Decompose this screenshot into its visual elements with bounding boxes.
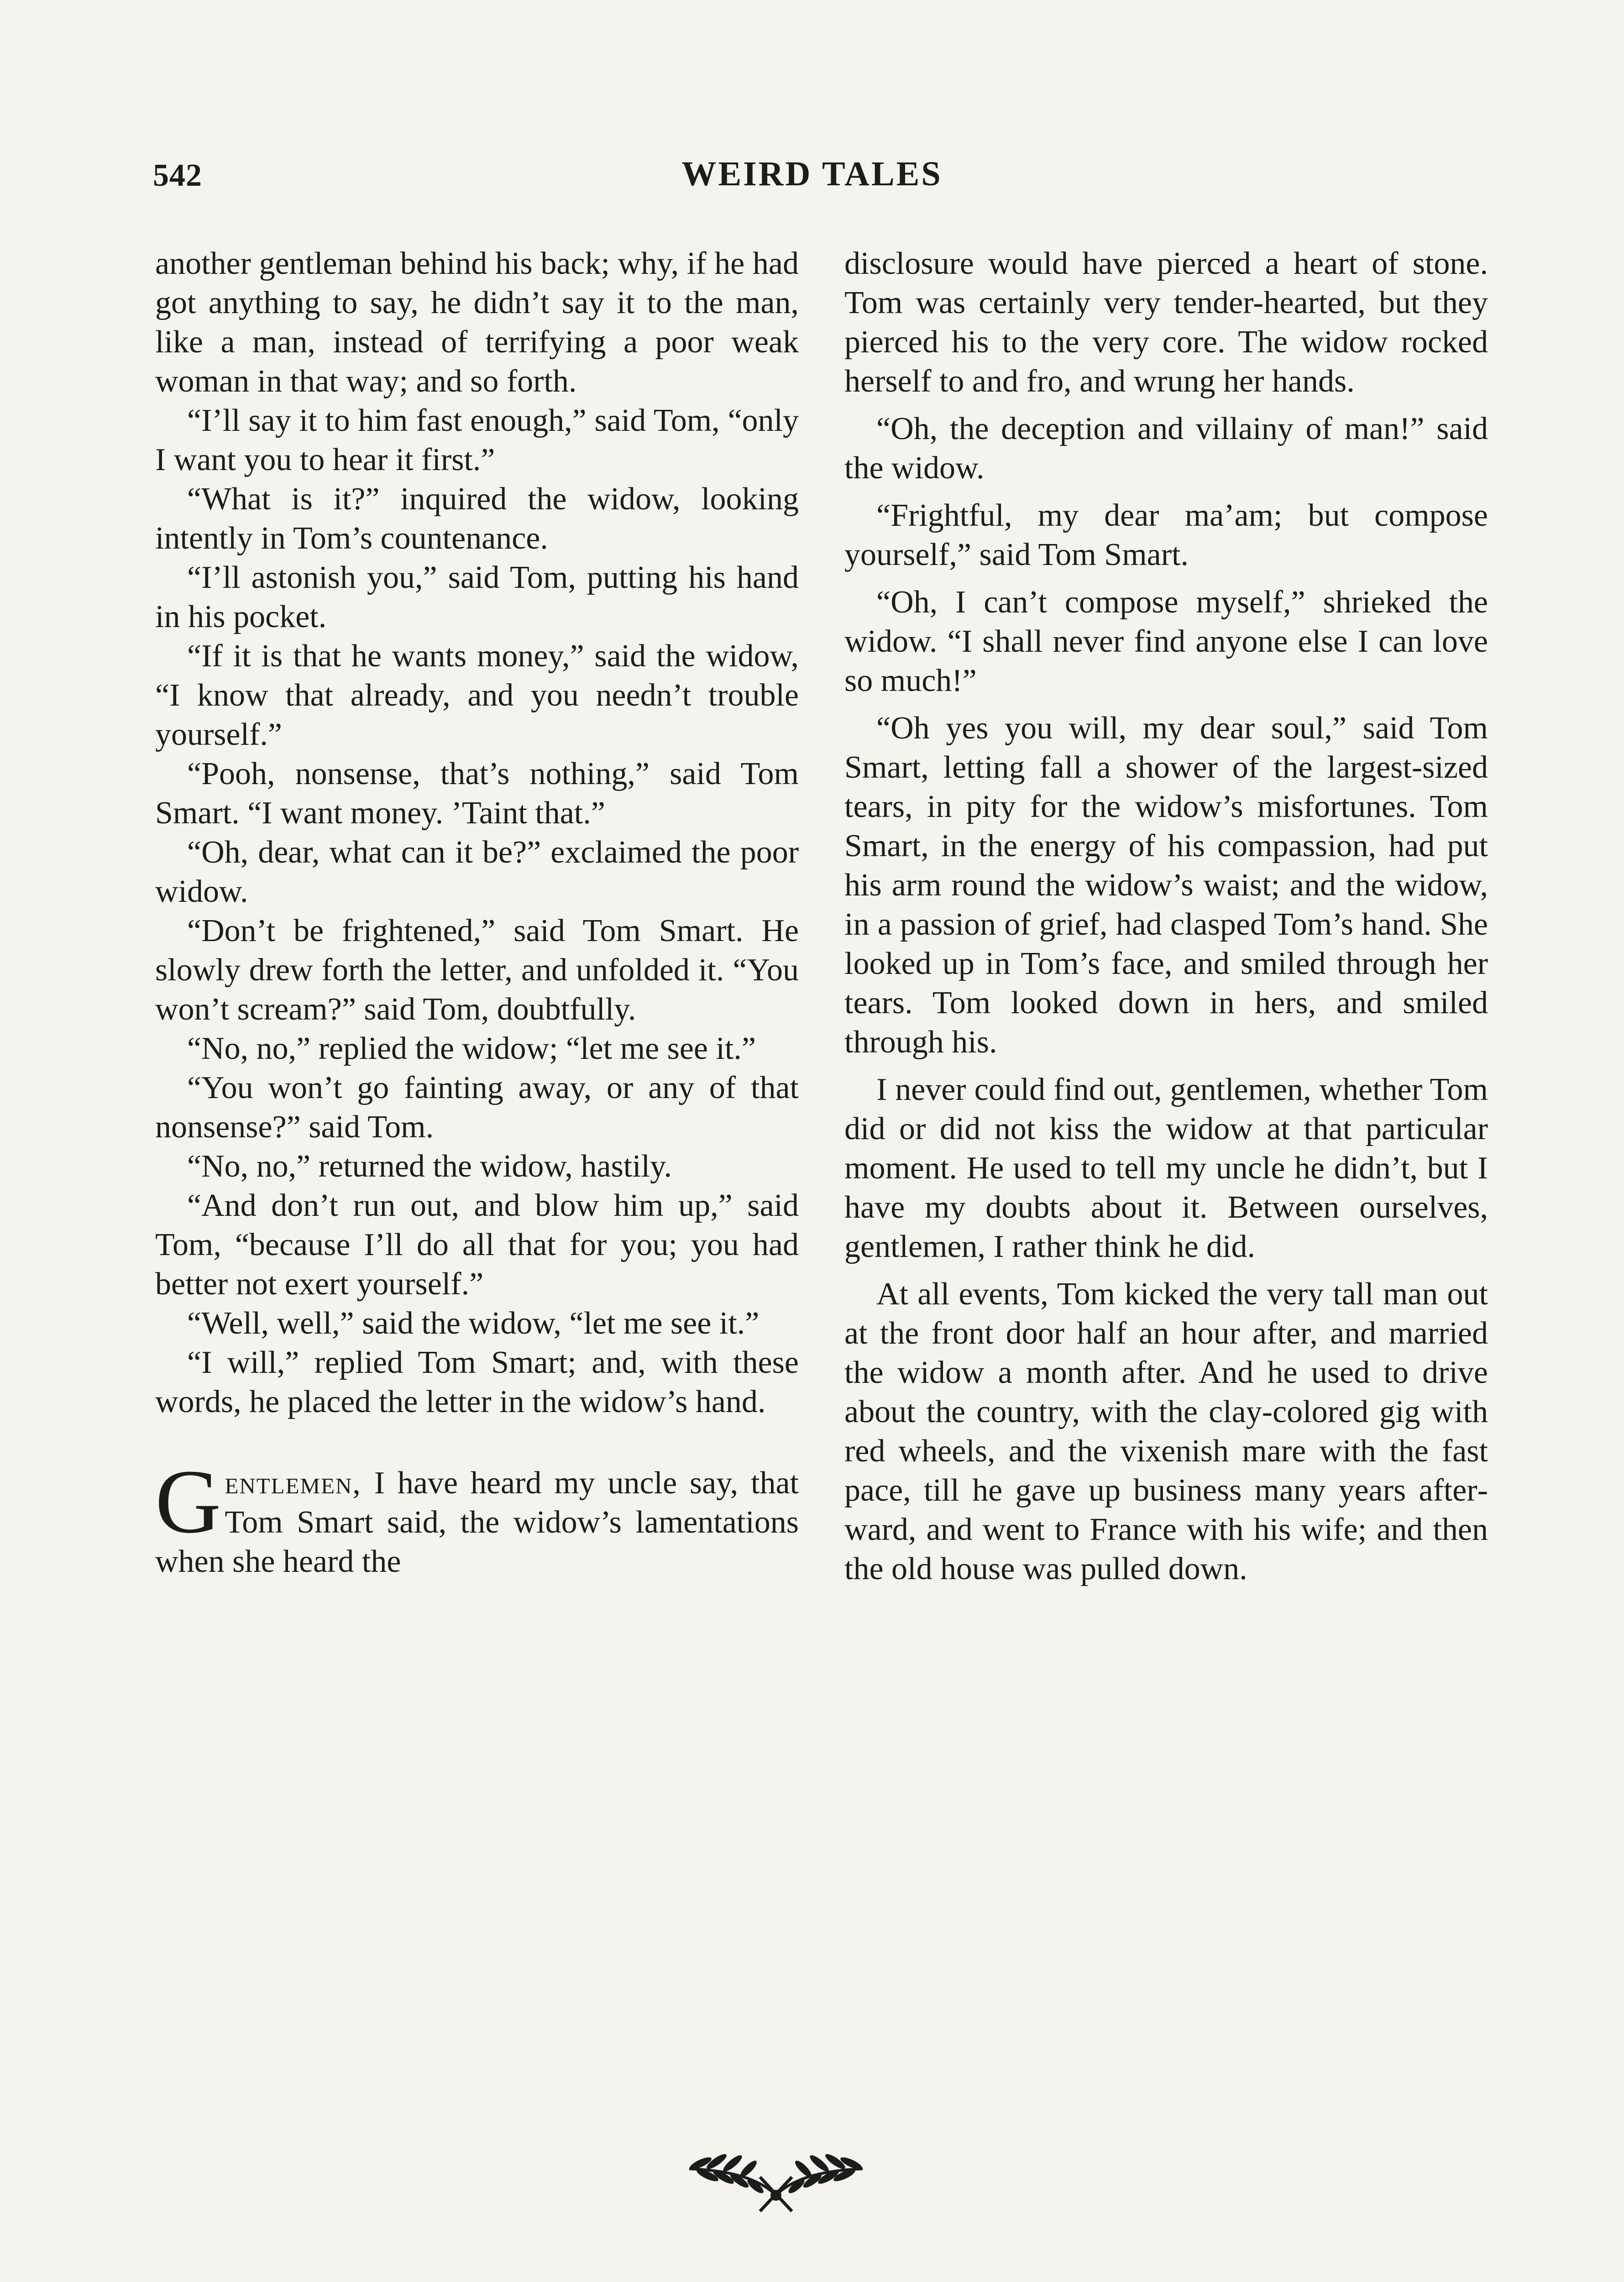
laurel-branches-ornament-icon — [680, 2127, 872, 2218]
dialogue-paragraph: “If it is that he wants money,” said the widow, “I know that already, and you needn’t trouble yourself.” — [155, 639, 799, 752]
dialogue-paragraph: “Pooh, nonsense, that’s nothing,” said Tom Smart. “I want money. ’Taint that.” — [155, 756, 799, 831]
dialogue-paragraph: “No, no,” replied the widow; “let me see it.” — [187, 1031, 756, 1066]
dialogue-paragraph: “No, no,” returned the widow, hastily. — [187, 1149, 672, 1184]
drop-cap-initial: G — [155, 1451, 221, 1552]
dialogue-paragraph: “I will,” replied Tom Smart; and, with these words, he placed the letter in the widow’s hand. — [155, 1345, 799, 1419]
left-continuation-paragraph: another gentleman behind his back; why, if he had got anything to say, he didn’t say it to the man, like a man, instead of terrifying a poor weak woman in that way; and so forth. — [155, 246, 799, 399]
running-head-title: WEIRD TALES — [681, 155, 943, 193]
page-number: 542 — [153, 158, 202, 193]
dialogue-paragraph: “You won’t go fainting away, or any of that nonsense?” said Tom. — [155, 1070, 799, 1145]
dialogue-paragraph: “Oh, the deception and villainy of man!” said the widow. — [844, 411, 1488, 486]
dialogue-paragraph: “Frightful, my dear ma’am; but compose yourself,” said Tom Smart. — [844, 498, 1488, 572]
narrative-paragraph: I never could find out, gentlemen, whether Tom did or did not kiss the widow at that particular moment. He used to tell my uncle he didn’t, but I have my doubts about it. Between ourselves, gentlemen, I rather think he did. — [844, 1072, 1488, 1264]
dialogue-paragraph: “I’ll say it to him fast enough,” said Tom, “only I want you to hear it first.” — [155, 403, 799, 477]
dialogue-paragraph: “I’ll astonish you,” said Tom, putting his hand in his pocket. — [155, 560, 799, 634]
dialogue-paragraph: “Well, well,” said the widow, “let me see it.” — [187, 1306, 760, 1341]
dialogue-paragraph: “Don’t be frightened,” said Tom Smart. He slowly drew forth the letter, and unfolded it. “You won’t scream?” said Tom, doubtfully. — [155, 913, 799, 1027]
section-opening-paragraph — [155, 1451, 799, 1581]
dialogue-paragraph: “And don’t run out, and blow him up,” said Tom, “because I’ll do all that for you; you had better not exert yourself.” — [155, 1188, 799, 1302]
right-column — [844, 244, 1488, 1589]
dialogue-paragraph: “What is it?” inquired the widow, looking intently in Tom’s countenance. — [155, 482, 799, 556]
dialogue-paragraph: “Oh, I can’t compose myself,” shrieked the widow. “I shall never find anyone else I can love so much!” — [844, 585, 1488, 698]
dialogue-paragraph: “Oh yes you will, my dear soul,” said Tom Smart, letting fall a shower of the largest-sized tears, in pity for the widow’s misfortunes. Tom Smart, in the energy of his compassion, had put his arm round the widow’s waist; and the widow, in a passion of grief, had clasped Tom’s hand. She looked up in Tom’s face, and smiled through her tears. Tom looked down in hers, and smiled through his. — [844, 711, 1488, 1060]
section-break — [155, 1422, 799, 1464]
dialogue-paragraph: “Oh, dear, what can it be?” exclaimed the poor widow. — [155, 835, 799, 909]
small-caps-lead: entlemen, — [225, 1466, 361, 1501]
right-continuation-paragraph: disclosure would have pierced a heart of stone. Tom was certainly very tender-hearted, but they pierced his to the very core. The widow rocked herself to and fro, and wrung her hands. — [844, 246, 1488, 399]
left-column — [155, 244, 799, 1581]
section-opening-text: I have heard my uncle say, that Tom Smart said, the widow’s lamentations when she heard the — [155, 1466, 799, 1579]
closing-paragraph: At all events, Tom kicked the very tall man out at the front door half an hour after, and married the widow a month after. And he used to drive about the country, with the clay-colored gig with red wheels, and the vixenish mare with the fast pace, till he gave up business many years afterward, and went to France with his wife; and then the old house was pulled down. — [844, 1277, 1488, 1586]
